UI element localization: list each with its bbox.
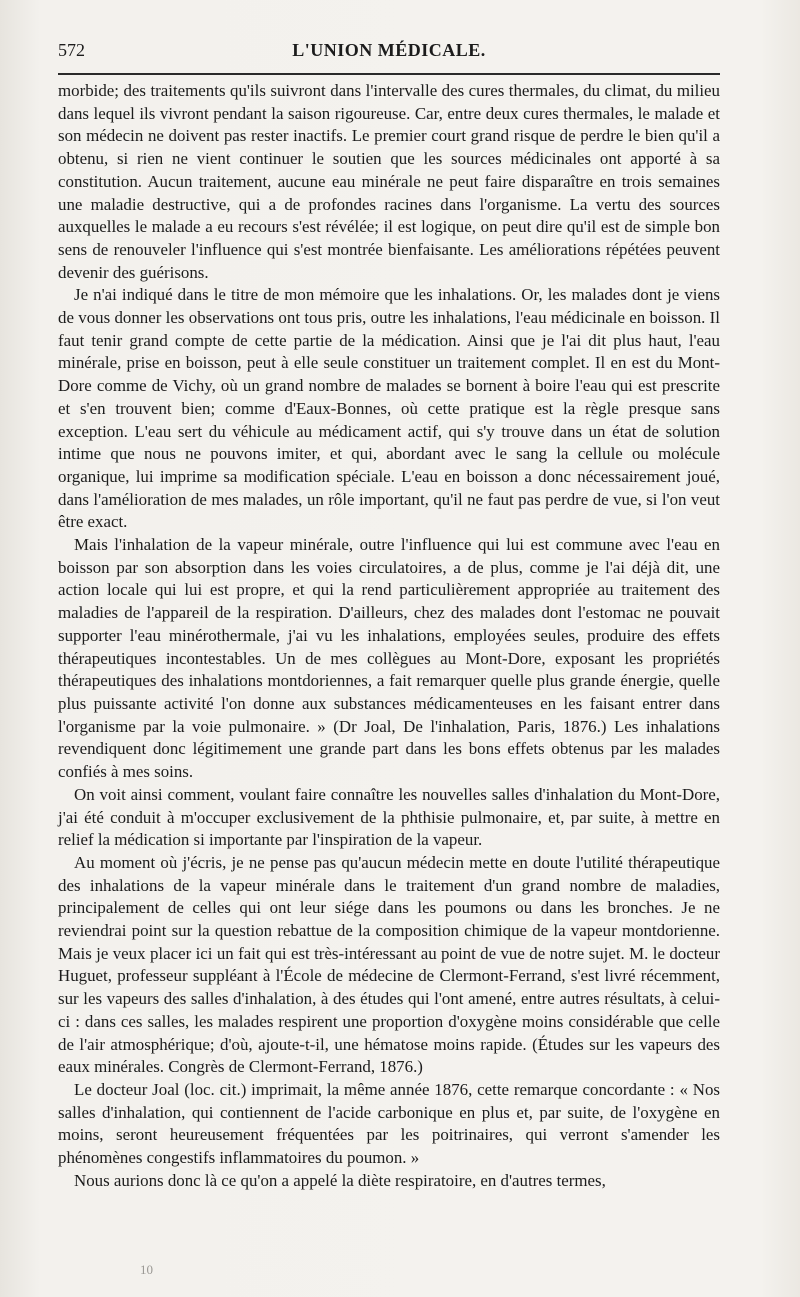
header-rule — [58, 73, 720, 75]
paragraph: On voit ainsi comment, voulant faire connaître les nouvelles salles d'inhalation du Mont-Dore, j'ai été conduit à m'occuper exclusivement de la phthisie pulmonaire, et, par suite, à mettre en relief la médication si importante par l'inspiration de la vapeur. — [58, 784, 720, 850]
paragraph: Nous aurions donc là ce qu'on a appelé la diète respiratoire, en d'autres termes, — [74, 1170, 606, 1190]
paragraph: morbide; des traitements qu'ils suivront dans l'intervalle des cures thermales, du climat, du milieu dans lequel ils vivront pendant la saison rigoureuse. Car, entre deux cures thermales, le malade et son médecin ne doivent pas rester inactifs. Le premier court grand risque de perdre le bien qu'il a obtenu, si rien ne vient continuer le soutien que les sources médicinales ont apporté à sa constitution. Aucun traitement, aucune eau minérale ne peut faire disparaître en trois semaines une maladie destructive, qui a de profondes racines dans l'organisme. La vertu des sources auxquelles le malade a eu recours s'est révélée; il est logique, on peut dire qu'il est de simple bon sens de renouveler l'influence qui s'est montrée bienfaisante. Les améliorations répétées peuvent devenir des guérisons. — [58, 81, 720, 282]
paragraph: Le docteur Joal (loc. cit.) imprimait, la même année 1876, cette remarque concordante : « Nos salles d'inhalation, qui contiennent de l'acide carbonique en plus et, par suite, de l'oxygène en moins, seront heureusement fréquentées par les poitrinaires, qui verront s'amender les phénomènes congestifs inflammatoires du poumon. » — [58, 1079, 720, 1168]
footer-mark: 10 — [140, 1262, 153, 1277]
page-number: 572 — [58, 40, 85, 60]
body-text — [58, 80, 720, 1192]
page-header — [58, 40, 720, 70]
paragraph: Au moment où j'écris, je ne pense pas qu'aucun médecin mette en doute l'utilité thérapeutique des inhalations de la vapeur minérale dans le traitement d'un grand nombre de maladies, principalement de celles qui ont leur siége dans les poumons ou dans les bronches. Je ne reviendrai point sur la question rebattue de la composition chimique de la vapeur montdorienne. Mais je veux placer ici un fait qui est très-intéressant au point de vue de notre sujet. M. le docteur Huguet, professeur suppléant à l'École de médecine de Clermont-Ferrand, s'est livré récemment, sur les vapeurs des salles d'inhalation, à des études qui l'ont amené, entre autres résultats, à celui-ci : dans ces salles, les malades respirent une proportion d'oxygène moins considérable que celle de l'air atmosphérique; d'où, ajoute-t-il, une hématose moins rapide. (Études sur les vapeurs des eaux minérales. Congrès de Clermont-Ferrand, 1876.) — [58, 852, 720, 1077]
paragraph: Je n'ai indiqué dans le titre de mon mémoire que les inhalations. Or, les malades dont je viens de vous donner les observations ont tous pris, outre les inhalations, l'eau médicinale en boisson. Il faut tenir grand compte de cette partie de la médication. Ainsi que je l'ai dit plus haut, l'eau minérale, prise en boisson, peut à elle seule constituer un traitement complet. Il en est du Mont-Dore comme de Vichy, où un grand nombre de malades se bornent à boire l'eau qui est prescrite et s'en trouvent bien; comme d'Eaux-Bonnes, où cette pratique est la règle presque sans exception. L'eau sert du véhicule au médicament actif, qui s'y trouve dans un état de solution intime que nous ne pouvons imiter, et qui, abordant avec le sang la cellule ou molécule organique, lui imprime sa modification spéciale. L'eau en boisson a donc nécessairement joué, dans l'amélioration de mes malades, un rôle important, qu'il ne faut pas perdre de vue, si l'on veut être exact. — [58, 285, 720, 532]
running-title: L'UNION MÉDICALE. — [292, 40, 486, 60]
paragraph: Mais l'inhalation de la vapeur minérale, outre l'influence qui lui est commune avec l'eau en boisson par son absorption dans les voies circulatoires, a de plus, comme je l'ai déjà dit, une action locale qui lui est propre, et qui la rend particulièrement appropriée au traitement des maladies de l'appareil de la respiration. D'ailleurs, chez des malades dont l'estomac ne pouvait supporter l'eau minérothermale, j'ai vu les inhalations, employées seules, produire des effets thérapeutiques incontestables. Un de mes collègues au Mont-Dore, exposant les propriétés thérapeutiques des inhalations montdoriennes, a fait remarquer quelle plus grande énergie, quelle plus puissante activité l'on donne aux substances médicamenteuses en les faisant entrer dans l'organisme par la voie pulmonaire. » (Dr Joal, De l'inhalation, Paris, 1876.) Les inhalations revendiquent donc légitimement une grande part dans les bons effets obtenus par les malades confiés à mes soins. — [58, 535, 720, 782]
